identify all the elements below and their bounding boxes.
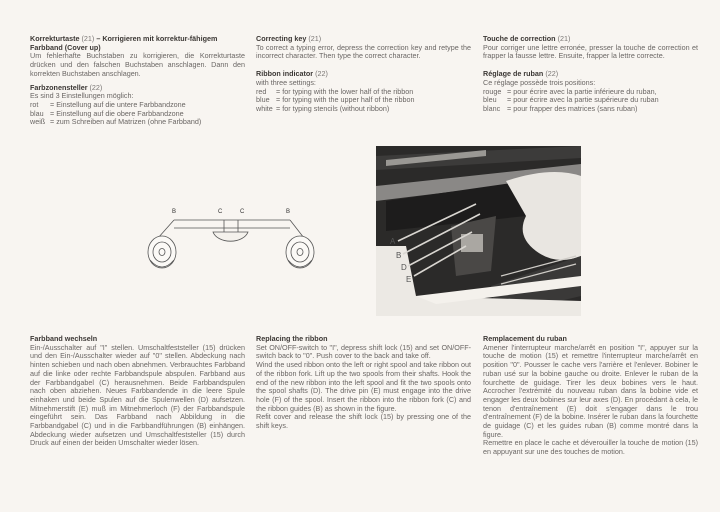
- section-english-top: [256, 35, 471, 119]
- diagram-label: C: [240, 209, 245, 215]
- setting-key: white: [256, 103, 273, 113]
- setting-key: weiß: [30, 117, 46, 127]
- intro-text: with three settings:: [256, 77, 316, 87]
- ref-number: (22): [89, 82, 103, 92]
- photo-label: D: [401, 263, 407, 272]
- photo-label: B: [396, 251, 402, 260]
- ref-number: (22): [545, 69, 559, 79]
- heading-text: Ribbon indicator: [256, 69, 314, 79]
- setting-key: bleu: [483, 95, 497, 105]
- guide-left-arm: [158, 220, 174, 238]
- diagram-label: C: [218, 209, 223, 215]
- setting-value: = pour écrire avec la partie inférieure du ruban,: [507, 86, 657, 96]
- heading-text: Correcting key: [256, 34, 307, 43]
- paragraph: Amener l'interrupteur marche/arrêt en position "I", appuyer sur la touche de motion (15) et remettre l'interrupteur marche/arrêt en position "0". Pousser le cache vers l'arrière et l'enlever. Bobiner le ruban usé sur la bobine gauche ou droite. Enlever le ruban de la fourchette de guidage. Tirer les deux bobines vers le haut. Accrocher l'extrémité du nouveau ruban dans la bobine vide et engager les deux bobines sur leur axes (D). En procédant à cela, le tenon d'entraînement (E) doit s'engager dans le trou d'entraînement (F) de la bobine. Insérer le ruban dans la fourchette de guidage (C) et les guides ruban (B) comme montré dans la figure.: [483, 342, 698, 439]
- typewriter-ribbon-photo: [376, 146, 581, 316]
- section-english-bottom: [256, 335, 471, 431]
- setting-value: = pour frapper des matrices (sans ruban): [507, 103, 638, 113]
- right-spool: [286, 236, 314, 268]
- setting-key: red: [256, 86, 267, 96]
- setting-value: = Einstellung auf die obere Farbbandzone: [50, 108, 184, 118]
- section-german-top: [30, 35, 245, 132]
- ribbon-fork-shape: [213, 232, 248, 241]
- heading-text: Touche de correction: [483, 34, 556, 43]
- guide-right-arm: [290, 220, 304, 238]
- photo-label: A: [390, 237, 396, 246]
- ref-number: (21): [557, 34, 571, 43]
- paragraph: Refit cover and release the shift lock (15) by pressing one of the shift keys.: [256, 412, 471, 431]
- diagram-label: B: [286, 209, 291, 215]
- heading-replacing-the-ribbon: Replacing the ribbon: [256, 334, 328, 343]
- paragraph: To correct a typing error, depress the correction key and retype the incorrect character. Then type the correct character.: [256, 42, 471, 61]
- heading-text-rest: – Korrigieren mit korrektur-fähigem Farbband (Cover up): [30, 34, 218, 52]
- ref-number: (22): [315, 69, 328, 79]
- left-spool: [148, 236, 176, 268]
- setting-value: = pour écrire avec la partie supérieure du ruban: [507, 95, 659, 105]
- section-german-bottom: [30, 335, 245, 448]
- paragraph: Set ON/OFF-switch to "I", depress shift lock (15) and set ON/OFF-switch back to "0". Push cover to the back and take off.: [256, 342, 471, 361]
- heading-korrekturtaste: [30, 35, 245, 52]
- setting-key: blanc: [483, 103, 501, 113]
- heading-farbband-wechseln: Farbband wechseln: [30, 334, 98, 343]
- setting-key: blue: [256, 95, 270, 105]
- heading-text: Réglage de ruban: [483, 69, 544, 79]
- intro-text: Ce réglage possède trois positions:: [483, 77, 596, 87]
- setting-value: = zum Schreiben auf Matrizen (ohne Farbband): [50, 117, 202, 127]
- paragraph: Wind the used ribbon onto the left or right spool and take ribbon out of the ribbon fork. Lift up the two spools from their shafts. Hook the end of the new ribbon into the left spool and fit the two spools onto the spool shafts (D). The drive pin (E) must engage into the drive hole (F) of the spool. Insert the ribbon into the ribbon fork (C) and the ribbon guides (B) as shown in the figure.: [256, 360, 471, 413]
- setting-value: = for typing stencils (without ribbon): [276, 103, 390, 113]
- setting-key: blau: [30, 108, 44, 118]
- heading-text: Korrekturtaste: [30, 34, 80, 43]
- intro-text: Es sind 3 Einstellungen möglich:: [30, 91, 134, 101]
- diagram-label: B: [172, 209, 177, 215]
- setting-key: rot: [30, 99, 39, 109]
- setting-row: [256, 105, 471, 114]
- ref-number: (21): [81, 34, 95, 43]
- setting-value: = for typing with the lower half of the ribbon: [276, 86, 414, 96]
- heading-text: Farbzonensteller: [30, 82, 88, 92]
- photo-label: E: [406, 275, 412, 284]
- ref-number: (21): [308, 34, 322, 43]
- setting-value: = for typing with the upper half of the ribbon: [276, 95, 415, 105]
- section-french-bottom: [483, 335, 698, 457]
- setting-key: rouge: [483, 86, 502, 96]
- ribbon-path-diagram: [140, 200, 320, 300]
- paragraph: Remettre en place le cache et déverouiller la touche de motion (15) en appuyant sur une des touches de motion.: [483, 438, 698, 457]
- setting-row: [483, 105, 698, 114]
- setting-value: = Einstellung auf die untere Farbbandzone: [50, 99, 186, 109]
- heading-remplacement-du-ruban: Remplacement du ruban: [483, 334, 567, 343]
- setting-row: [30, 118, 245, 127]
- paragraph: Um fehlerhafte Buchstaben zu korrigieren, die Korrekturtaste drücken und den falschen Buchstaben anschlagen. Dann den korrekten Buchstaben anschlagen.: [30, 51, 245, 78]
- paragraph: Pour corriger une lettre erronée, presser la touche de correction et frapper la fausse lettre. Ensuite, frapper la lettre correcte.: [483, 42, 698, 61]
- section-french-top: [483, 35, 698, 119]
- paragraph: Ein-/Ausschalter auf "I" stellen. Umschaltfeststeller (15) drücken und den Ein-/Ausschalter wieder auf "0" stellen. Abdeckung nach hinten schieben und nach oben abnehmen. Verbrauchtes Farbband auf die linke oder rechte Farbbandspule abspulen. Farbband aus der Farbbandgabel (C) herausnehmen. Beide Farbbandspulen nach oben abziehen. Neues Farbbandende in die leere Spule einhaken und beide Spulen auf die Spulenwellen (D) aufsetzen. Mitnehmerstift (E) muß im Mitnehmerloch (F) der Farbbandspule eingeführt sein. Das Farbband nach Abbildung in die Farbbandgabel (C) und in die Farbbandführungen (B) einhängen. Abdeckung wieder aufsetzen und Umschaltfeststeller (15) durch Druck auf einen der beiden Umschalter wieder lösen.: [30, 342, 245, 448]
